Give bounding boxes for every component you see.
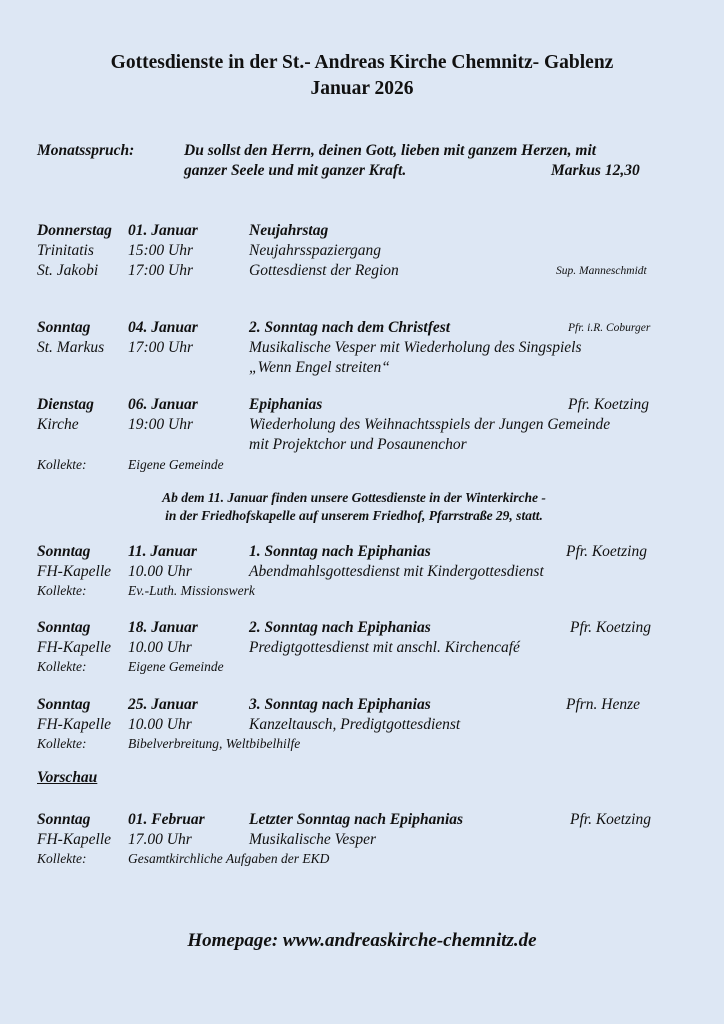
collection-value: Eigene Gemeinde: [128, 457, 224, 472]
service-date: 01. Januar: [128, 222, 198, 239]
collection-value: Eigene Gemeinde: [128, 659, 224, 674]
service-occasion: 3. Sonntag nach Epiphanias: [249, 696, 431, 713]
service-location: FH-Kapelle: [37, 716, 112, 733]
service-pastor: Pfr. Koetzing: [570, 811, 651, 828]
service-location: FH-Kapelle: [37, 563, 112, 580]
service-date: 25. Januar: [128, 696, 198, 713]
monthly-verse-text-2: ganzer Seele und mit ganzer Kraft.: [184, 162, 407, 179]
service-date: 18. Januar: [128, 619, 198, 636]
service-day: Sonntag: [37, 811, 91, 828]
collection-label: Kollekte:: [37, 457, 87, 472]
service-time: 17.00 Uhr: [128, 831, 192, 848]
service-description-cont: mit Projektchor und Posaunenchor: [249, 436, 467, 453]
service-description: Musikalische Vesper mit Wiederholung des Singspiels: [249, 339, 582, 356]
monthly-verse-label: Monatsspruch:: [37, 142, 135, 159]
collection-label: Kollekte:: [37, 659, 87, 674]
service-location: St. Jakobi: [37, 262, 99, 279]
service-description: Predigtgottesdienst mit anschl. Kirchencafé: [249, 639, 520, 656]
service-time: 10.00 Uhr: [128, 563, 192, 580]
service-description-cont: „Wenn Engel streiten“: [249, 359, 390, 376]
homepage-link[interactable]: Homepage: www.andreaskirche-chemnitz.de: [187, 930, 537, 951]
service-pastor: Pfr. Koetzing: [566, 543, 647, 560]
service-pastor: Pfrn. Henze: [566, 696, 641, 713]
service-date: 04. Januar: [128, 319, 198, 336]
service-time: 19:00 Uhr: [128, 416, 194, 433]
service-description: Abendmahlsgottesdienst mit Kindergottesdienst: [249, 563, 544, 580]
service-occasion: Epiphanias: [249, 396, 323, 413]
collection-label: Kollekte:: [37, 851, 87, 866]
service-description: Musikalische Vesper: [249, 831, 376, 848]
service-date: 11. Januar: [128, 543, 197, 560]
service-occasion: 2. Sonntag nach Epiphanias: [249, 619, 431, 636]
service-time: 10.00 Uhr: [128, 639, 192, 656]
service-location: Kirche: [37, 416, 79, 433]
preview-heading: Vorschau: [37, 769, 98, 786]
collection-value: Gesamtkirchliche Aufgaben der EKD: [128, 851, 330, 866]
monthly-verse-reference: Markus 12,30: [551, 162, 640, 179]
monthly-verse-text: Du sollst den Herrn, deinen Gott, lieben mit ganzem Herzen, mit: [184, 142, 597, 159]
collection-value: Ev.-Luth. Missionswerk: [128, 583, 255, 598]
service-day: Sonntag: [37, 619, 91, 636]
service-occasion: 1. Sonntag nach Epiphanias: [249, 543, 431, 560]
service-day: Dienstag: [37, 396, 94, 413]
collection-label: Kollekte:: [37, 736, 87, 751]
service-pastor: Pfr. Koetzing: [568, 396, 649, 413]
service-description: Wiederholung des Weihnachtsspiels der Jungen Gemeinde: [249, 416, 611, 433]
service-pastor: Pfr. i.R. Coburger: [568, 322, 651, 334]
service-day: Sonntag: [37, 543, 91, 560]
service-location: FH-Kapelle: [37, 831, 112, 848]
collection-label: Kollekte:: [37, 583, 87, 598]
service-time: 17:00 Uhr: [128, 262, 194, 279]
service-pastor: Pfr. Koetzing: [570, 619, 651, 636]
service-description: Neujahrsspaziergang: [249, 242, 382, 259]
service-occasion: Letzter Sonntag nach Epiphanias: [249, 811, 464, 828]
service-date: 01. Februar: [128, 811, 205, 828]
service-date: 06. Januar: [128, 396, 198, 413]
service-time: 10.00 Uhr: [128, 716, 192, 733]
service-occasion: Neujahrstag: [249, 222, 329, 239]
page-title: Gottesdienste in der St.- Andreas Kirche Chemnitz- Gablenz: [110, 52, 614, 73]
service-time: 15:00 Uhr: [128, 242, 194, 259]
service-location: Trinitatis: [37, 242, 94, 259]
winter-church-notice-2: in der Friedhofskapelle auf unserem Friedhof, Pfarrstraße 29, statt.: [165, 508, 543, 523]
service-occasion: 2. Sonntag nach dem Christfest: [249, 319, 451, 336]
service-time: 17:00 Uhr: [128, 339, 194, 356]
winter-church-notice: Ab dem 11. Januar finden unsere Gottesdienste in der Winterkirche -: [162, 490, 546, 505]
collection-value: Bibelverbreitung, Weltbibelhilfe: [128, 736, 301, 751]
service-description: Gottesdienst der Region: [249, 262, 399, 279]
service-location: FH-Kapelle: [37, 639, 112, 656]
page-subtitle: Januar 2026: [310, 78, 414, 99]
service-day: Donnerstag: [37, 222, 112, 239]
service-description: Kanzeltausch, Predigtgottesdienst: [249, 716, 461, 733]
service-location: St. Markus: [37, 339, 105, 356]
service-pastor: Sup. Manneschmidt: [556, 265, 647, 277]
service-day: Sonntag: [37, 696, 91, 713]
service-day: Sonntag: [37, 319, 91, 336]
